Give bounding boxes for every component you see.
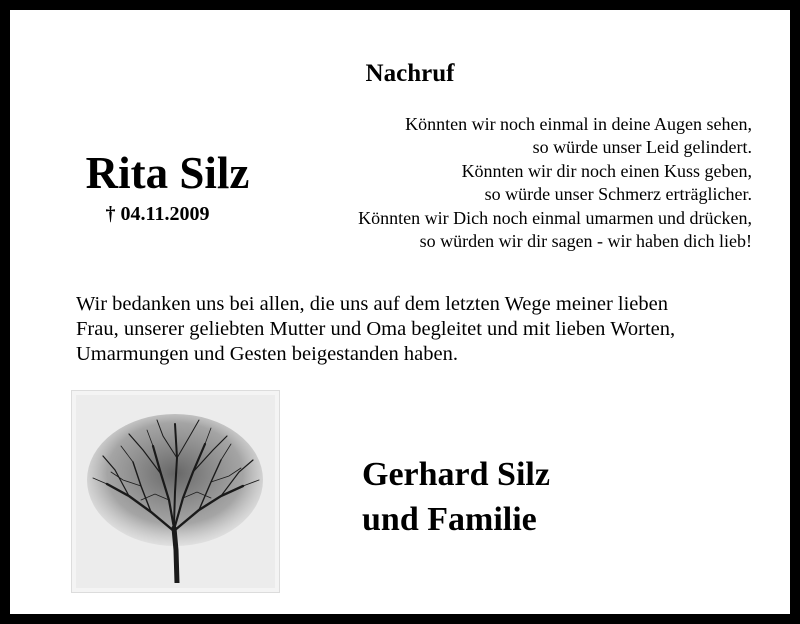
thanks-line: Wir bedanken uns bei allen, die uns auf dem letzten Wege meiner lieben	[76, 293, 668, 315]
poem-line: so würde unser Schmerz erträglicher.	[484, 184, 752, 205]
poem-line: so würden wir dir sagen - wir haben dich lieb!	[419, 231, 752, 252]
notice-heading: Nachruf	[365, 60, 455, 87]
thanks-paragraph	[76, 292, 776, 367]
thanks-line: Umarmungen und Gesten beigestanden haben.	[76, 343, 458, 365]
poem-line: Könnten wir dir noch einen Kuss geben,	[461, 160, 752, 181]
deceased-name: Rita Silz	[85, 148, 250, 198]
thanks-line: Frau, unserer geliebten Mutter und Oma begleitet und mit lieben Worten,	[76, 318, 676, 340]
signature-line: und Familie	[362, 501, 537, 538]
tree-image	[72, 391, 279, 592]
poem-line: Könnten wir Dich noch einmal umarmen und drücken,	[358, 207, 752, 228]
death-date: † 04.11.2009	[105, 203, 210, 225]
poem-line: so würde unser Leid gelindert.	[532, 137, 752, 158]
poem-line: Könnten wir noch einmal in deine Augen sehen,	[405, 114, 752, 134]
signature-block	[362, 452, 550, 542]
bare-tree-icon	[81, 400, 270, 583]
poem-block	[282, 113, 752, 253]
signature-line: Gerhard Silz	[362, 456, 550, 493]
